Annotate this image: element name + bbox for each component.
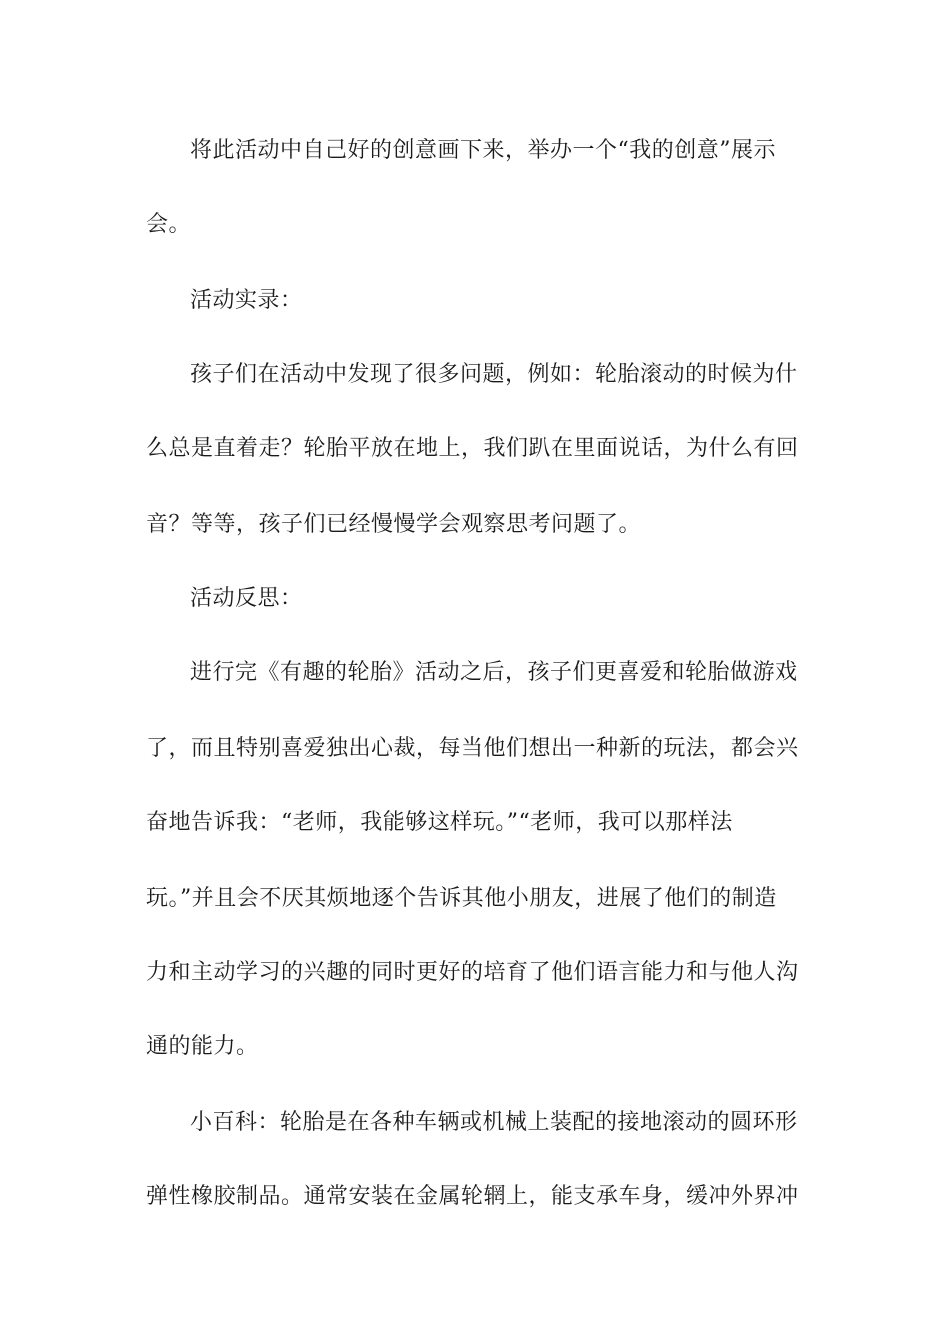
paragraph-line: 奋地告诉我：“老师，我能够这样玩。”“老师，我可以那样法 (146, 810, 733, 835)
paragraph-line: 会。 (146, 212, 192, 237)
paragraph-line: 将此活动中自己好的创意画下来，举办一个“我的创意”展示 (190, 138, 776, 163)
paragraph-line: 么总是直着走？轮胎平放在地上，我们趴在里面说话，为什么有回 (146, 436, 799, 461)
paragraph-line: 孩子们在活动中发现了很多问题，例如：轮胎滚动的时候为什 (190, 362, 798, 387)
paragraph-line: 通的能力。 (146, 1034, 259, 1059)
paragraph-line: 音？等等，孩子们已经慢慢学会观察思考问题了。 (146, 512, 642, 537)
paragraph-line: 弹性橡胶制品。通常安装在金属轮辋上，能支承车身，缓冲外界冲 (146, 1184, 799, 1209)
paragraph-line: 小百科：轮胎是在各种车辆或机械上装配的接地滚动的圆环形 (190, 1110, 798, 1135)
paragraph-line: 进行完《有趣的轮胎》活动之后，孩子们更喜爱和轮胎做游戏 (190, 660, 798, 685)
section-heading: 活动实录： (190, 288, 303, 313)
section-heading: 活动反思： (190, 586, 303, 611)
paragraph-line: 了，而且特别喜爱独出心裁，每当他们想出一种新的玩法，都会兴 (146, 736, 799, 761)
paragraph-line: 玩。”并且会不厌其烦地逐个告诉其他小朋友，进展了他们的制造 (146, 886, 777, 911)
paragraph-line: 力和主动学习的兴趣的同时更好的培育了他们语言能力和与他人沟 (146, 960, 799, 985)
